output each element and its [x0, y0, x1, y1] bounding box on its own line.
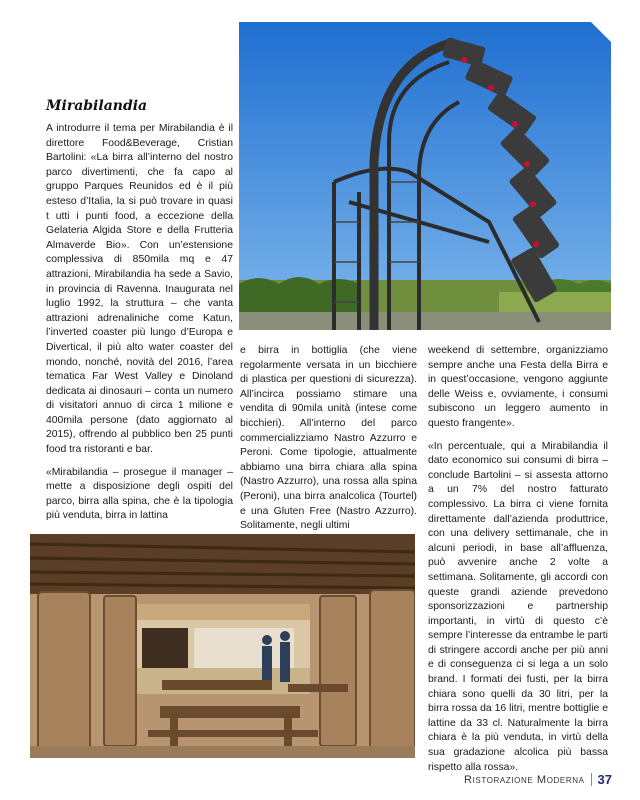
- magazine-name: Ristorazione Moderna: [464, 773, 585, 786]
- article-column-1: [46, 122, 233, 532]
- coaster-illustration: [239, 22, 611, 330]
- paragraph: weekend di settembre, organizziamo sempre anche una Festa della Birra e in quest’occasione, vengono aggiunte delle Weiss e, ovviamente, i consumi subiscono un leggero aumento in questo frangente».: [428, 345, 608, 429]
- article-column-3: [428, 344, 608, 783]
- page-number: 37: [597, 772, 612, 787]
- paragraph: «In percentuale, qui a Mirabilandia il dato economico sui consumi di birra – conclude Bartolini – si assesta attorno a un 7% del nostro fatturato complessivo. La birra ci viene fornita direttamente dall’azienda produttrice, con una delivery settimanale, che in alcuni periodi, in base all’affluenza, può avvenire anche 2 volte a settimana. Solitamente, gli accordi con queste grandi aziende prevedono sponsorizzazioni e partnership importanti, in virtù di questo c’è sempre l’interesse da entrambe le parti di stringere accordi anche per più anni e di conseguenza ci si lega a un solo brand. I formati dei fusti, per la birra chiara sono quelli da 30 litri, per la birra rossa da 16 litri, mentre bottiglie e lattine da 33 cl. Naturalmente la birra chiara è la più venduta, in virtù della sua gradazione alcolica più bassa rispetto alla rossa».: [428, 440, 608, 773]
- footer-divider: [591, 773, 592, 786]
- restaurant-photo: [30, 534, 415, 758]
- coaster-photo: [239, 22, 611, 330]
- paragraph: e birra in bottiglia (che viene regolarmente versata in un bicchiere di plastica per questioni di sicurezza). All’incirca possiamo stimare una vendita di 90mila unità (intese come bicchieri). All’interno del parco commercializziamo Nastro Azzurro e Peroni. Come tipologie, attualmente abbiamo una birra chiara alla spina (Nastro Azzurro), una rossa alla spina (Peroni), una birra analcolica (Tourtel) e una Gluten Free (Nastro Azzurro). Solitamente, negli ultimi: [240, 345, 417, 532]
- article-column-2: [240, 344, 417, 542]
- restaurant-illustration: [30, 534, 415, 758]
- section-title: Mirabilandia: [46, 98, 148, 114]
- page-footer: [464, 772, 612, 787]
- paragraph: «Mirabilandia – prosegue il manager – mette a disposizione degli ospiti del parco, birra alla spina, che è la tipologia più venduta, birra in lattina: [46, 466, 233, 522]
- paragraph: A introdurre il tema per Mirabilandia è il direttore Food&Beverage, Cristian Bartolini: «La birra all’interno del nostro parco divertimenti, che fa capo al gruppo Parques Reunidos ed è il più esteso d’Italia, la si può trovare in quasi t utti i punti food, a eccezione della Gelateria Algida Store e della Frutteria Almaverde Bio». Con un’estensione complessiva di 850mila mq e 47 attrazioni, Mirabilandia ha sede a Savio, in provincia di Ravenna. Inaugurata nel luglio 1992, la struttura – che vanta attrazioni adrenaliniche come Katun, l’inverted coaster più lungo d’Europa e Divertical, il più alto water coaster del mondo, nonché, novità del 2016, l’area tematica Far West Valley e Dinoland dedicata ai dinosauri – conta un numero di visitatori annuo di circa 1 milione e 400mila persone (dato aggiornato al 2015), offrendo al pubblico ben 25 punti food tra ristoranti e bar.: [46, 123, 233, 456]
